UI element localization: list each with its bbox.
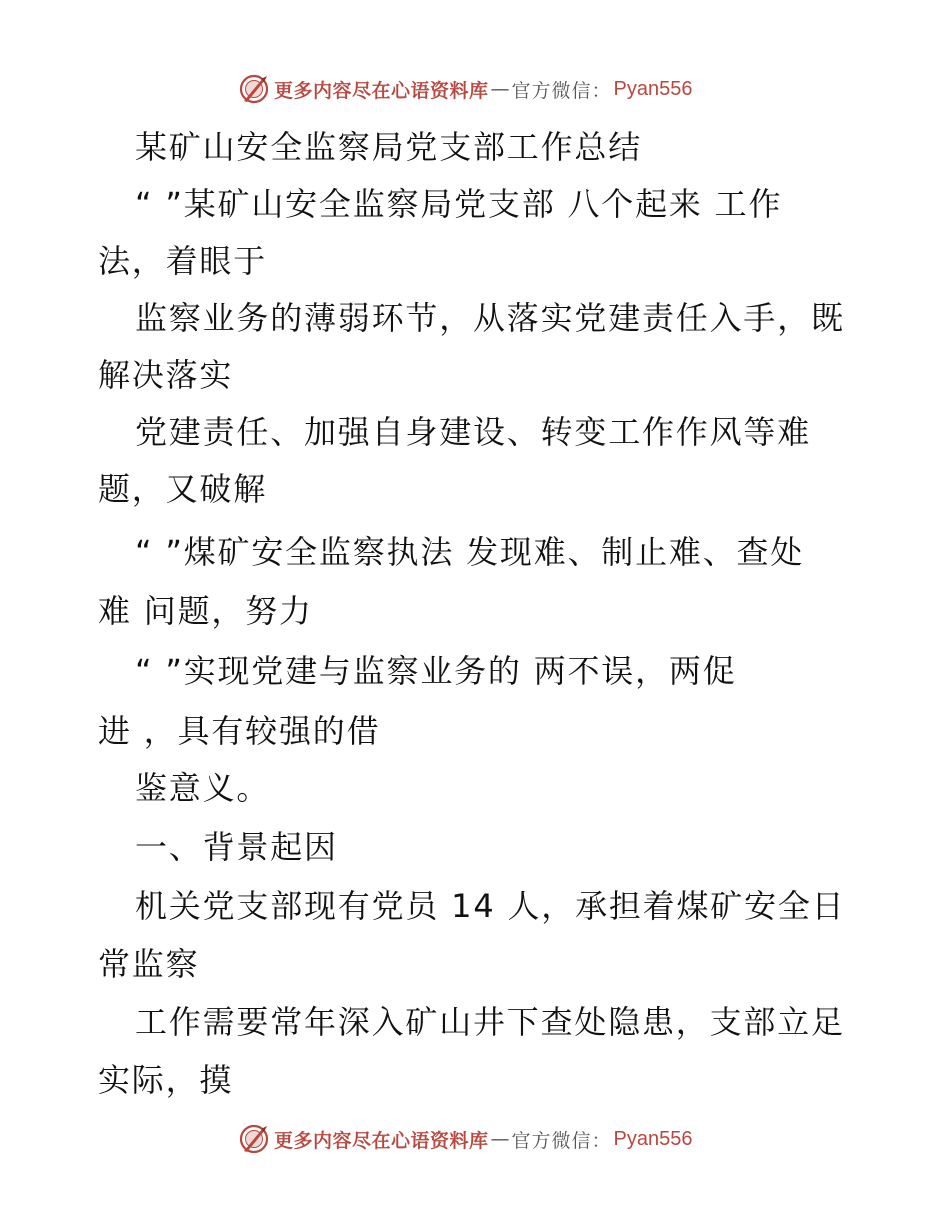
doc-line: “ ”煤矿安全监察执法 发现难、制止难、查处 — [135, 533, 805, 571]
doc-line: 工作需要常年深入矿山井下查处隐患，支部立足 — [135, 1003, 845, 1041]
doc-line: “ ”实现党建与监察业务的 两不误，两促 — [135, 652, 737, 690]
doc-line: 常监察 — [98, 945, 200, 983]
watermark-footer — [238, 1122, 693, 1156]
doc-title: 某矿山安全监察局党支部工作总结 — [135, 128, 643, 166]
watermark-title: 更多内容尽在心语资料库 — [274, 79, 489, 102]
doc-line: 进 ，具有较强的借 — [98, 712, 381, 750]
doc-line: 实际，摸 — [98, 1061, 234, 1099]
doc-line: 题，又破解 — [98, 470, 268, 508]
doc-line: 机关党支部现有党员 14 人，承担着煤矿安全日 — [135, 887, 846, 925]
doc-line: 监察业务的薄弱环节，从落实党建责任入手，既 — [135, 299, 845, 337]
watermark-header — [238, 72, 693, 106]
doc-line: 难 问题，努力 — [98, 592, 313, 630]
watermark-id: Pyan556 — [613, 77, 693, 100]
doc-line: “ ”某矿山安全监察局党支部 八个起来 工作 — [135, 185, 783, 223]
watermark-label: 官方微信： — [511, 1129, 612, 1152]
watermark-id: Pyan556 — [613, 1127, 693, 1150]
doc-line: 鉴意义。 — [135, 769, 271, 807]
watermark-dash: — — [490, 1128, 510, 1150]
doc-line: 法，着眼于 — [98, 242, 268, 280]
quill-logo-icon — [238, 73, 270, 105]
watermark-title: 更多内容尽在心语资料库 — [274, 1129, 489, 1152]
section-heading: 一、背景起因 — [135, 828, 338, 866]
doc-line: 党建责任、加强自身建设、转变工作作风等难 — [135, 413, 812, 451]
doc-line: 解决落实 — [98, 356, 234, 394]
watermark-dash: — — [490, 78, 510, 100]
quill-logo-icon — [238, 1123, 270, 1155]
watermark-label: 官方微信： — [511, 79, 612, 102]
